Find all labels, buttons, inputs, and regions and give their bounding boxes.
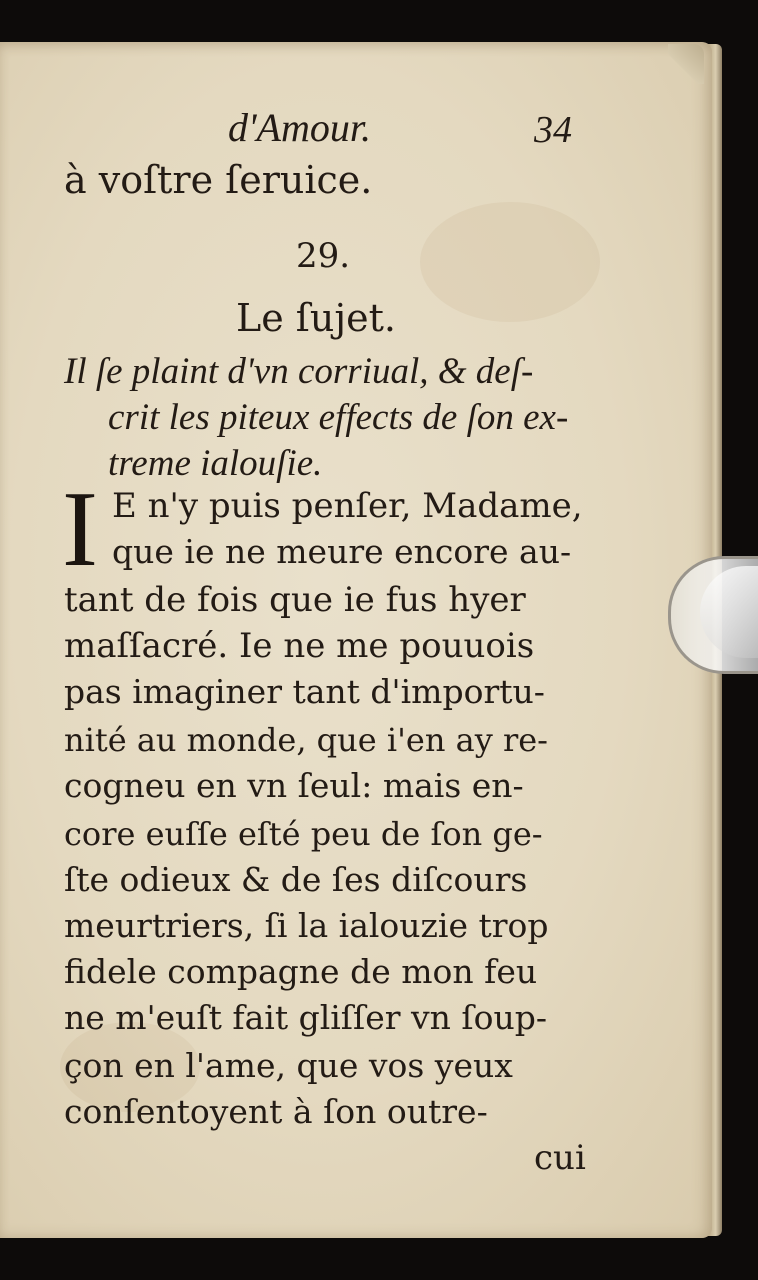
body-line: çon en l'ame, que vos yeux	[64, 1046, 513, 1085]
body-line: core euſſe eſté peu de ſon ge-	[64, 815, 543, 853]
corner-fold	[668, 44, 704, 84]
body-line: cogneu en vn ſeul: mais en-	[64, 766, 524, 805]
body-line: fidele compagne de mon feu	[64, 952, 538, 991]
body-line: meurtriers, ſi la ialouzie trop	[64, 906, 549, 945]
body-line: nité au monde, que i'en ay re-	[64, 721, 548, 759]
summary-line: Il ſe plaint d'vn corriual, & deſ-	[64, 351, 534, 392]
body-line: ne m'euſt fait gliſſer vn ſoup-	[64, 998, 548, 1037]
subject-heading: Le ſujet.	[236, 296, 396, 340]
body-line: ſte odieux & de ſes diſcours	[64, 860, 528, 899]
body-line: pas imaginer tant d'importu-	[64, 672, 545, 711]
catchword: cui	[534, 1138, 586, 1178]
continuation-line: à voſtre ſeruice.	[64, 158, 373, 202]
letter-number: 29.	[296, 236, 351, 276]
summary-line: crit les piteux effects de ſon ex-	[108, 397, 569, 438]
body-line: tant de fois que ie fus hyer	[64, 580, 526, 620]
body-line: E n'y puis penſer, Madame,	[112, 486, 583, 526]
drop-cap-initial: I	[62, 470, 98, 589]
summary-line: treme ialouſie.	[108, 443, 323, 484]
running-head: d'Amour.	[228, 105, 372, 150]
body-line: maſſacré. Ie ne me pouuois	[64, 626, 535, 666]
body-line: que ie ne meure encore au-	[112, 532, 572, 571]
body-line: conſentoyent à ſon outre-	[64, 1092, 488, 1131]
paper-stain	[420, 202, 600, 322]
page-number: 34	[534, 109, 572, 151]
